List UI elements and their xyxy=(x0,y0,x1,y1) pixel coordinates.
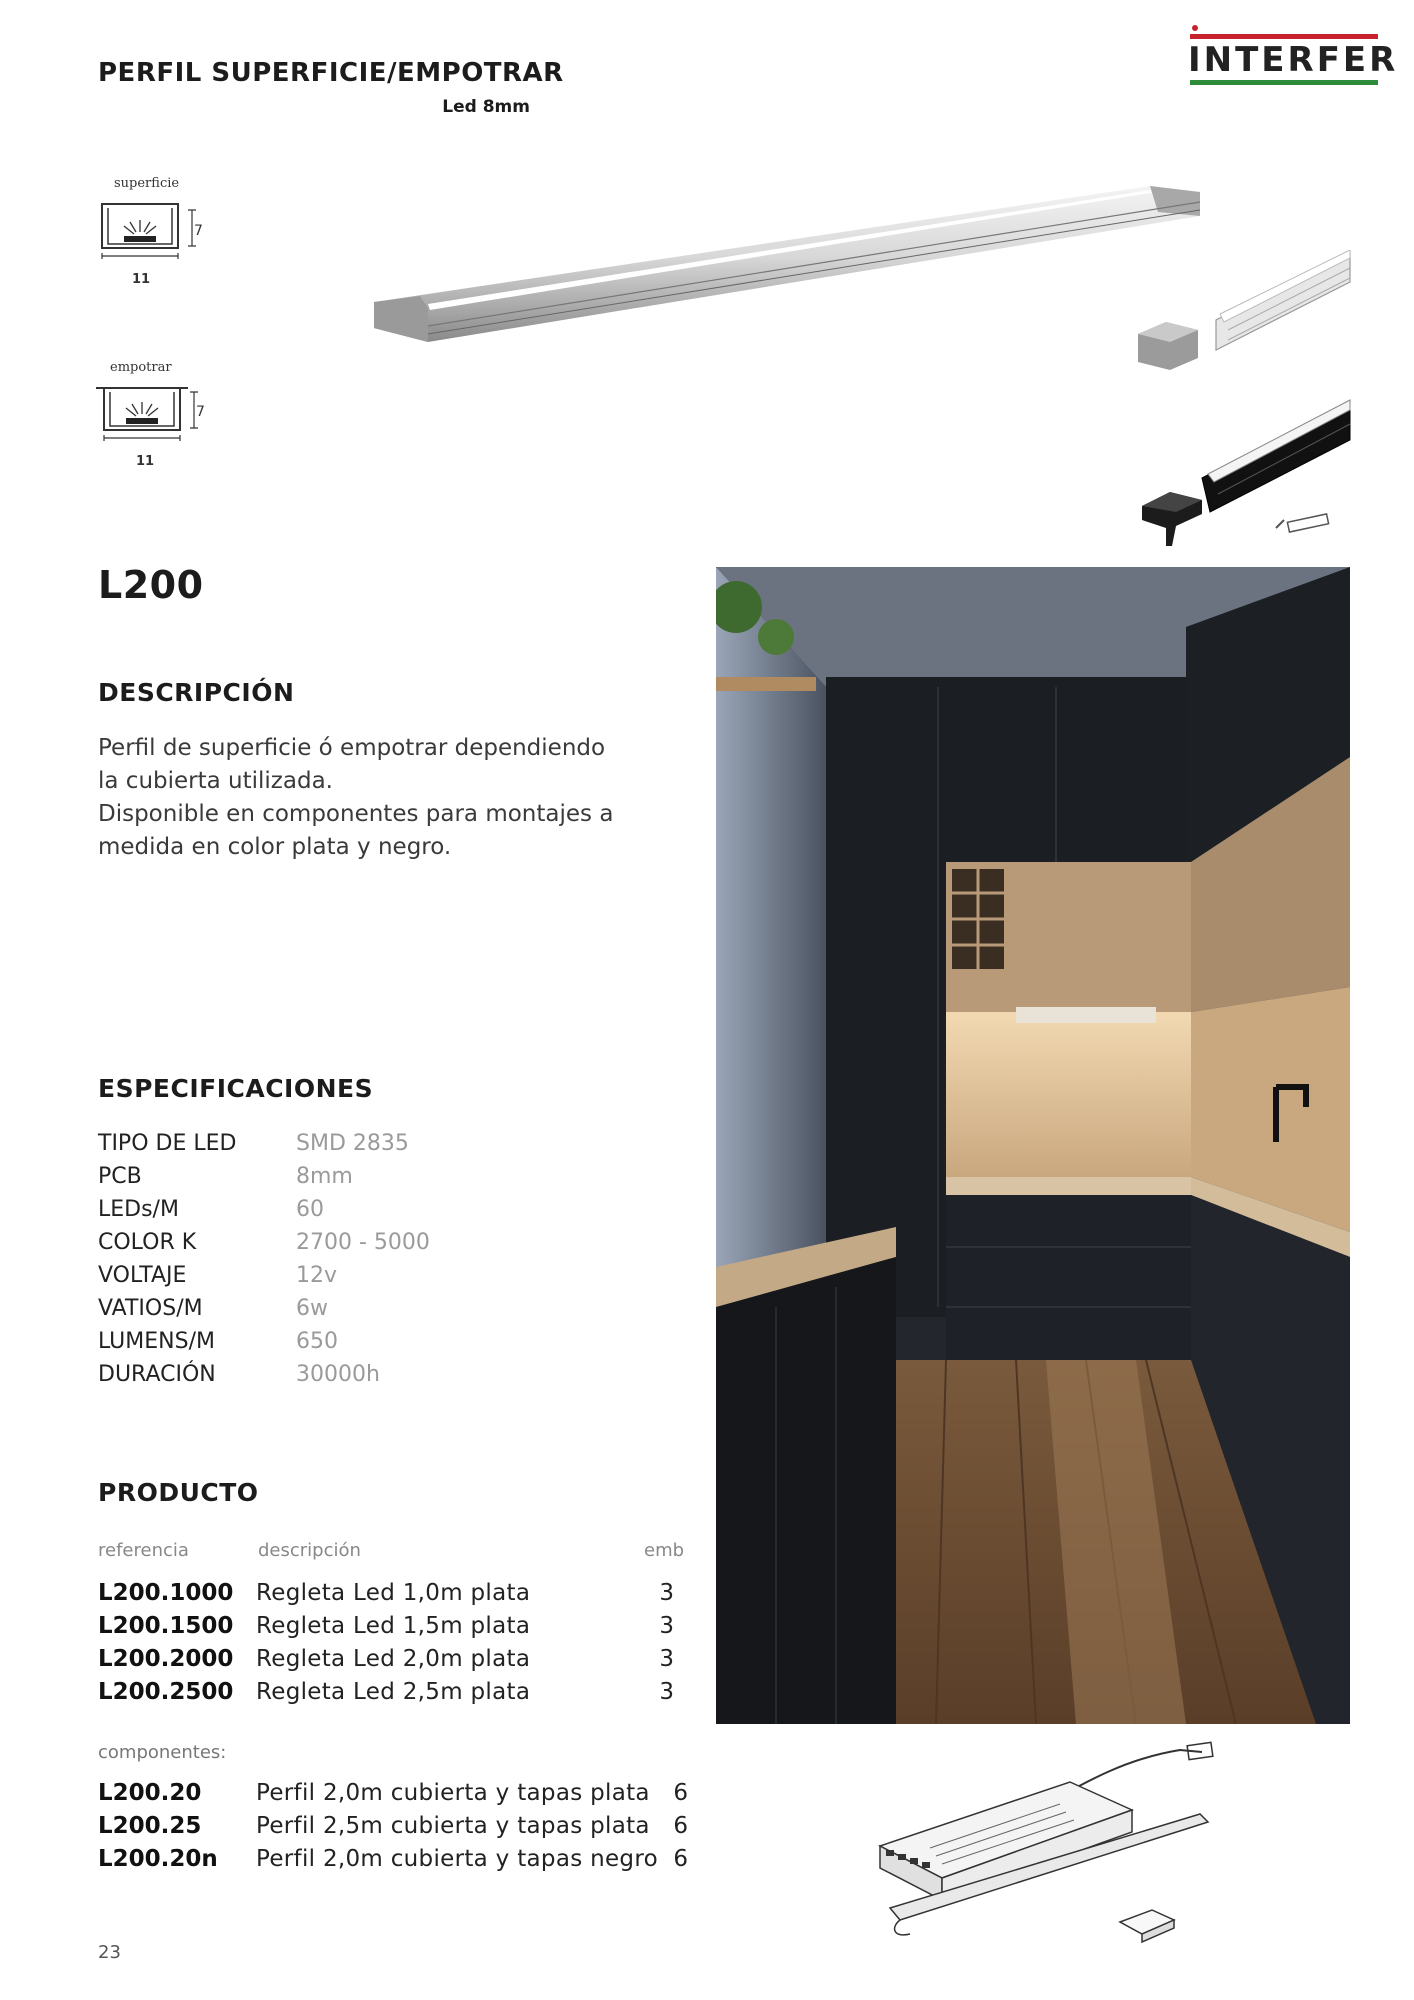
description-line: Disponible en componentes para montajes a xyxy=(98,801,614,827)
kitchen-photo-image xyxy=(716,567,1350,1724)
spec-key: DURACIÓN xyxy=(98,1362,216,1387)
table-row xyxy=(98,1613,688,1646)
model-name: L200 xyxy=(98,563,204,607)
table-row xyxy=(98,1646,688,1679)
surface-profile-icon xyxy=(98,196,208,296)
product-emb: 3 xyxy=(659,1646,674,1672)
brand-logo xyxy=(1188,24,1399,88)
product-desc: Regleta Led 2,0m plata xyxy=(256,1646,531,1672)
description-line: Perfil de superficie ó empotrar dependiendo xyxy=(98,735,606,761)
page-title: PERFIL SUPERFICIE/EMPOTRAR xyxy=(98,58,564,88)
spec-value: 650 xyxy=(296,1329,338,1354)
recessed-diagram xyxy=(96,356,210,476)
product-ref: L200.1500 xyxy=(98,1613,234,1639)
table-row xyxy=(98,1780,688,1813)
spec-value: 30000h xyxy=(296,1362,380,1387)
spec-key: VATIOS/M xyxy=(98,1296,203,1321)
product-heading: PRODUCTO xyxy=(98,1478,259,1507)
product-desc: Regleta Led 2,5m plata xyxy=(256,1679,531,1705)
spec-key: COLOR K xyxy=(98,1230,197,1255)
recessed-label: empotrar xyxy=(110,360,172,375)
product-desc: Regleta Led 1,5m plata xyxy=(256,1613,531,1639)
column-header-ref: referencia xyxy=(98,1540,189,1561)
spec-value: SMD 2835 xyxy=(296,1131,409,1156)
spec-key: LEDs/M xyxy=(98,1197,179,1222)
surface-width: 11 xyxy=(132,272,151,287)
logo-red-stripe xyxy=(1190,34,1378,39)
table-row xyxy=(98,1813,688,1846)
component-desc: Perfil 2,5m cubierta y tapas plata xyxy=(256,1813,650,1839)
description-text xyxy=(98,732,658,864)
components-label: componentes: xyxy=(98,1742,227,1763)
component-desc: Perfil 2,0m cubierta y tapas negro xyxy=(256,1846,658,1872)
spec-key: LUMENS/M xyxy=(98,1329,215,1354)
recessed-height: 7 xyxy=(196,404,205,420)
spec-value: 12v xyxy=(296,1263,338,1288)
product-emb: 3 xyxy=(659,1679,674,1705)
recessed-width: 11 xyxy=(136,454,155,469)
spec-key: VOLTAJE xyxy=(98,1263,187,1288)
surface-diagram xyxy=(98,172,208,292)
surface-height: 7 xyxy=(194,223,203,239)
product-emb: 3 xyxy=(659,1580,674,1606)
black-components-image xyxy=(1136,396,1356,546)
component-emb: 6 xyxy=(673,1813,688,1839)
description-line: medida en color plata y negro. xyxy=(98,834,452,860)
table-row xyxy=(98,1679,688,1712)
logo-dot xyxy=(1192,25,1198,31)
spec-value: 2700 - 5000 xyxy=(296,1230,430,1255)
silver-components-image xyxy=(1136,250,1356,400)
component-emb: 6 xyxy=(673,1846,688,1872)
page-subtitle: Led 8mm xyxy=(442,97,530,117)
spec-value: 6w xyxy=(296,1296,328,1321)
column-header-desc: descripción xyxy=(258,1540,361,1561)
component-ref: L200.25 xyxy=(98,1813,202,1839)
brand-name: INTERFER xyxy=(1188,40,1399,80)
spec-value: 8mm xyxy=(296,1164,353,1189)
profile-bar-image xyxy=(368,176,1208,356)
product-ref: L200.2000 xyxy=(98,1646,234,1672)
spec-key: PCB xyxy=(98,1164,142,1189)
product-ref: L200.1000 xyxy=(98,1580,234,1606)
component-ref: L200.20n xyxy=(98,1846,218,1872)
component-emb: 6 xyxy=(673,1780,688,1806)
specs-heading: ESPECIFICACIONES xyxy=(98,1074,374,1103)
spec-value: 60 xyxy=(296,1197,324,1222)
product-desc: Regleta Led 1,0m plata xyxy=(256,1580,531,1606)
page-number: 23 xyxy=(98,1942,121,1963)
component-ref: L200.20 xyxy=(98,1780,202,1806)
table-row xyxy=(98,1580,688,1613)
description-heading: DESCRIPCIÓN xyxy=(98,678,295,707)
column-header-emb: emb xyxy=(644,1540,685,1561)
component-desc: Perfil 2,0m cubierta y tapas plata xyxy=(256,1780,650,1806)
table-row xyxy=(98,1846,688,1879)
kitchen-photo xyxy=(716,567,1350,1724)
driver-illustration xyxy=(870,1738,1220,1978)
surface-label: superficie xyxy=(114,176,180,191)
spec-key: TIPO DE LED xyxy=(98,1131,237,1156)
logo-green-stripe xyxy=(1190,80,1378,85)
product-emb: 3 xyxy=(659,1613,674,1639)
description-line: la cubierta utilizada. xyxy=(98,768,333,794)
product-ref: L200.2500 xyxy=(98,1679,234,1705)
